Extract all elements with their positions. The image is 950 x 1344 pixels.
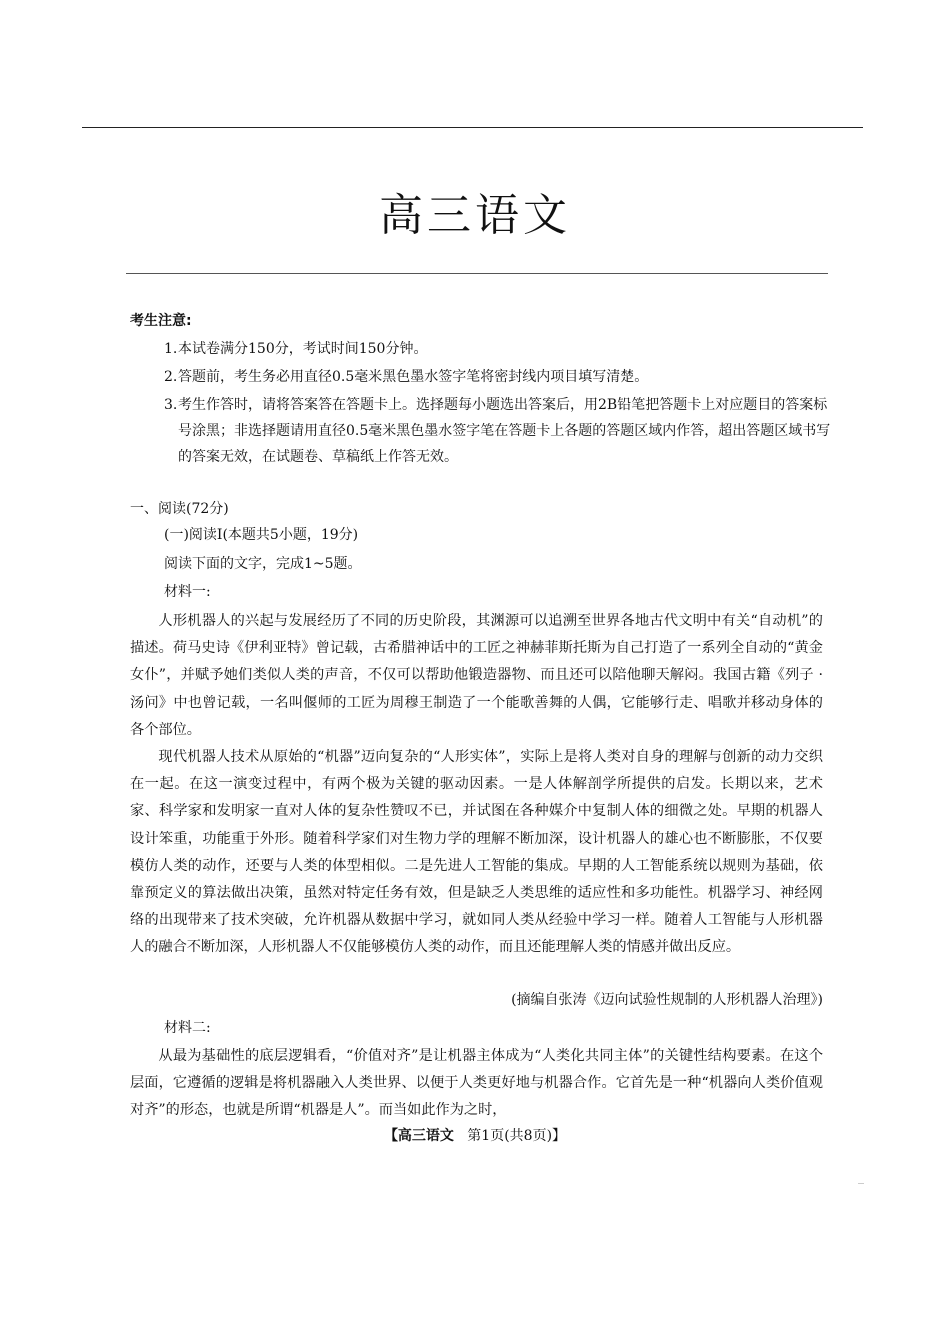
notice-list [164,336,834,470]
footer-page-number: 第1页(共8页)】 [467,1128,567,1144]
footer-subject: 【高三语文 [383,1128,454,1144]
notice-item-text: 答题前，考生务必用直径0.5毫米黑色墨水签字笔将密封线内项目填写清楚。 [178,369,649,385]
scan-mark [858,1183,864,1184]
notice-item-number: 1. [164,341,178,357]
page-footer [0,1125,950,1147]
notice-item [164,364,834,390]
material-1-label: 材料一: [164,584,211,600]
notice-item-number: 3. [164,397,178,413]
instruction-text: 阅读下面的文字，完成1~5题。 [164,556,362,572]
material-1-paragraph-2: 现代机器人技术从原始的“机器”迈向复杂的“人形实体”，实际上是将人类对自身的理解与创新的动力交织在一起。在这一演变过程中，有两个极为关键的驱动因素。一是人体解剖学所提供的启发。长期以来，艺术家、科学家和发明家一直对人体的复杂性赞叹不已，并试图在各种媒介中复制人体的细微之处。早期的机器人设计笨重，功能重于外形。随着科学家们对生物力学的理解不断加深，设计机器人的雄心也不断膨胀，不仅要模仿人类的动作，还要与人类的体型相似。二是先进人工智能的集成。早期的人工智能系统以规则为基础，依靠预定义的算法做出决策，虽然对特定任务有效，但是缺乏人类思维的适应性和多功能性。机器学习、神经网络的出现带来了技术突破，允许机器从数据中学习，就如同人类从经验中学习一样。随着人工智能与人形机器人的融合不断加深，人形机器人不仅能够模仿人类的动作，而且还能理解人类的情感并做出反应。 [130,749,823,956]
notice-item [164,336,834,362]
material-1-paragraph-1: 人形机器人的兴起与发展经历了不同的历史阶段，其渊源可以追溯至世界各地古代文明中有关“自动机”的描述。荷马史诗《伊利亚特》曾记载，古希腊神话中的工匠之神赫菲斯托斯为自己打造了一系列全自动的“黄金女仆”，并赋予她们类似人类的声音，不仅可以帮助他锻造器物、而且还可以陪他聊天解闷。我国古籍《列子 ·汤问》中也曾记载，一名叫偃师的工匠为周穆王制造了一个能歌善舞的人偶，它能够行走、唱歌并移动身体的各个部位。 [130,613,823,738]
notice-heading: 考生注意: [130,313,192,329]
notice-item [164,392,834,470]
page-title: 高三语文 [379,190,571,241]
title-rule [126,273,828,274]
material-2-paragraph-1: 从最为基础性的底层逻辑看，“价值对齐”是让机器主体成为“人类化共同主体”的关键性结构要素。在这个层面，它遵循的逻辑是将机器融入人类世界、以便于人类更好地与机器合作。它首先是一种“机器向人类价值观对齐”的形态，也就是所谓“机器是人”。而当如此作为之时， [130,1048,824,1119]
section-heading: 一、阅读(72分) [130,501,229,517]
material-2-label: 材料二: [164,1020,211,1036]
notice-item-number: 2. [164,369,178,385]
top-rule [82,127,863,128]
notice-item-text: 本试卷满分150分，考试时间150分钟。 [178,341,428,357]
notice-item-text: 考生作答时，请将答案答在答题卡上。选择题每小题选出答案后，用2B铅笔把答题卡上对应题目的答案标号涂黑；非选择题请用直径0.5毫米黑色墨水签字笔在答题卡上各题的答题区域内作答，超出答题区域书写的答案无效，在试题卷、草稿纸上作答无效。 [178,397,831,465]
sub-section-heading: (一)阅读Ⅰ(本题共5小题，19分) [164,527,359,543]
material-1-source: (摘编自张涛《迈向试验性规制的人形机器人治理》) [511,992,823,1008]
